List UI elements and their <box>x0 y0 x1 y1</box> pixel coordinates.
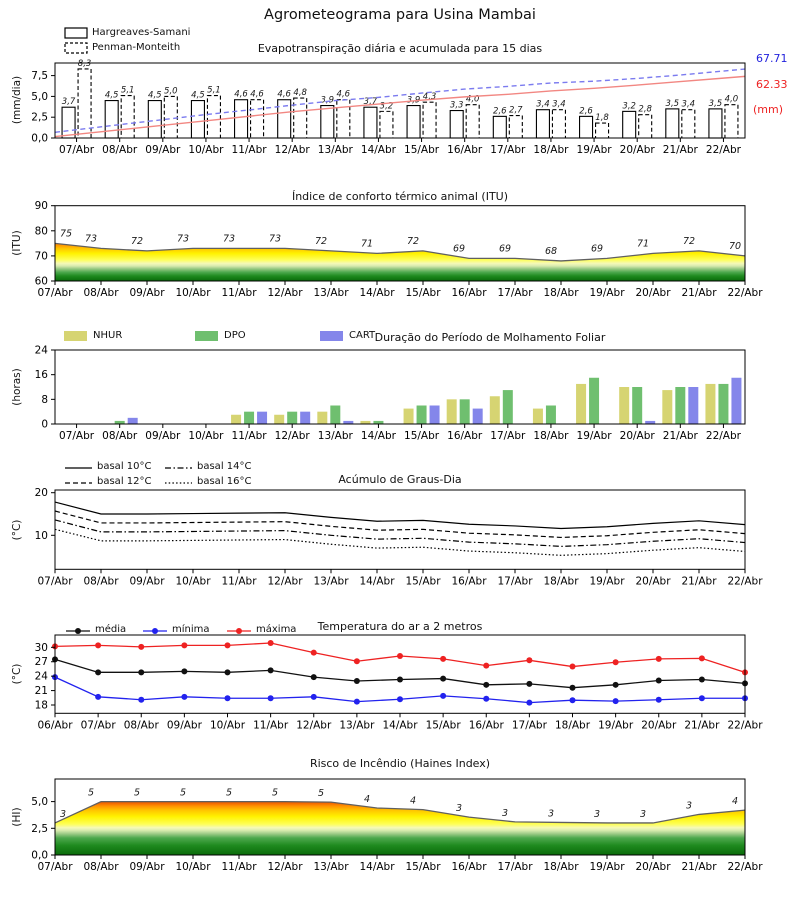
svg-text:10/Abr: 10/Abr <box>175 287 211 299</box>
svg-text:10/Abr: 10/Abr <box>188 430 224 442</box>
svg-text:22/Abr: 22/Abr <box>727 575 763 588</box>
svg-text:4,6: 4,6 <box>234 89 248 100</box>
svg-text:3,9: 3,9 <box>406 95 421 106</box>
svg-text:11/Abr: 11/Abr <box>231 144 267 156</box>
svg-text:21/Abr: 21/Abr <box>681 861 717 873</box>
svg-text:5,0: 5,0 <box>164 86 178 97</box>
svg-text:3,7: 3,7 <box>61 97 76 108</box>
svg-text:10/Abr: 10/Abr <box>175 861 211 873</box>
legend-label-dpo: DPO <box>224 330 246 341</box>
svg-text:17/Abr: 17/Abr <box>497 575 533 588</box>
svg-text:3,4: 3,4 <box>552 99 566 110</box>
svg-text:3,5: 3,5 <box>665 98 680 109</box>
svg-text:07/Abr: 07/Abr <box>80 719 116 732</box>
svg-text:5: 5 <box>133 787 141 799</box>
svg-text:14/Abr: 14/Abr <box>360 144 396 156</box>
molhamento-ylabel: (horas) <box>11 368 23 406</box>
svg-text:13/Abr: 13/Abr <box>317 430 353 442</box>
svg-text:3: 3 <box>60 808 67 820</box>
legend-label-media: média <box>95 624 127 635</box>
itu-title: Índice de conforto térmico animal (ITU) <box>291 190 509 203</box>
svg-text:17/Abr: 17/Abr <box>511 719 547 732</box>
svg-text:08/Abr: 08/Abr <box>83 287 119 299</box>
svg-text:09/Abr: 09/Abr <box>129 575 165 588</box>
svg-text:11/Abr: 11/Abr <box>221 575 257 588</box>
molhamento-chart <box>35 331 745 442</box>
svg-text:4,5: 4,5 <box>104 90 119 101</box>
evapo-title: Evapotranspiração diária e acumulada para 15 dias <box>257 42 543 55</box>
legend-label-nhur: NHUR <box>93 330 123 341</box>
svg-text:16/Abr: 16/Abr <box>447 430 483 442</box>
svg-text:3: 3 <box>501 807 509 819</box>
svg-text:4,6: 4,6 <box>277 89 291 100</box>
svg-text:5,1: 5,1 <box>120 85 135 96</box>
svg-text:21/Abr: 21/Abr <box>662 430 698 442</box>
haines-title: Risco de Incêndio (Haines Index) <box>309 757 491 770</box>
svg-text:10/Abr: 10/Abr <box>175 575 211 588</box>
svg-text:10/Abr: 10/Abr <box>188 144 224 156</box>
svg-text:08/Abr: 08/Abr <box>123 719 159 732</box>
itu-ylabel: (ITU) <box>11 230 23 256</box>
svg-text:10: 10 <box>34 529 48 542</box>
svg-text:11/Abr: 11/Abr <box>221 287 257 299</box>
svg-text:18/Abr: 18/Abr <box>543 861 579 873</box>
svg-text:72: 72 <box>406 235 420 247</box>
svg-text:14/Abr: 14/Abr <box>360 430 396 442</box>
svg-text:15/Abr: 15/Abr <box>425 719 461 732</box>
svg-text:21: 21 <box>34 685 48 698</box>
svg-text:17/Abr: 17/Abr <box>490 430 526 442</box>
svg-text:5,0: 5,0 <box>31 796 48 809</box>
svg-text:21/Abr: 21/Abr <box>662 144 698 156</box>
temperatura-ylabel: (°C) <box>11 663 23 685</box>
svg-text:11/Abr: 11/Abr <box>221 861 257 873</box>
svg-text:22/Abr: 22/Abr <box>727 719 763 732</box>
svg-text:16/Abr: 16/Abr <box>451 287 487 299</box>
svg-text:13/Abr: 13/Abr <box>317 144 353 156</box>
svg-text:69: 69 <box>590 243 604 255</box>
legend-label-cart: CART <box>349 330 376 341</box>
svg-text:3: 3 <box>547 808 555 820</box>
accumulated-hargreaves-total: 62.33 <box>756 78 788 91</box>
svg-text:22/Abr: 22/Abr <box>705 144 741 156</box>
svg-text:7,5: 7,5 <box>31 70 48 83</box>
svg-text:19/Abr: 19/Abr <box>576 430 612 442</box>
svg-text:20/Abr: 20/Abr <box>619 144 655 156</box>
svg-text:4,5: 4,5 <box>148 90 162 101</box>
graus-ylabel: (°C) <box>11 519 23 541</box>
svg-text:11/Abr: 11/Abr <box>231 430 267 442</box>
legend-label-basal14: basal 14°C <box>197 461 252 472</box>
svg-text:72: 72 <box>130 235 144 247</box>
svg-text:07/Abr: 07/Abr <box>37 287 73 299</box>
svg-text:20/Abr: 20/Abr <box>635 287 671 299</box>
svg-text:16/Abr: 16/Abr <box>447 144 483 156</box>
svg-text:21/Abr: 21/Abr <box>681 575 717 588</box>
page-title: Agrometeograma para Usina Mambai <box>264 7 536 23</box>
legend-label-basal10: basal 10°C <box>97 461 152 472</box>
svg-text:4,5: 4,5 <box>191 90 205 101</box>
svg-text:15/Abr: 15/Abr <box>405 575 441 588</box>
svg-text:73: 73 <box>176 233 190 245</box>
svg-text:12/Abr: 12/Abr <box>267 287 303 299</box>
svg-text:18/Abr: 18/Abr <box>533 144 569 156</box>
svg-text:12/Abr: 12/Abr <box>267 861 303 873</box>
svg-text:8: 8 <box>41 393 48 406</box>
svg-text:8,3: 8,3 <box>77 58 92 69</box>
svg-text:13/Abr: 13/Abr <box>313 287 349 299</box>
molhamento-title: Duração do Período de Molhamento Foliar <box>374 331 606 344</box>
svg-text:21/Abr: 21/Abr <box>684 719 720 732</box>
svg-text:13/Abr: 13/Abr <box>339 719 375 732</box>
svg-text:15/Abr: 15/Abr <box>404 144 440 156</box>
svg-text:4,0: 4,0 <box>465 94 480 105</box>
svg-text:69: 69 <box>498 243 512 255</box>
svg-text:2,7: 2,7 <box>509 105 523 116</box>
svg-text:12/Abr: 12/Abr <box>296 719 332 732</box>
svg-text:60: 60 <box>34 275 48 288</box>
svg-text:3,7: 3,7 <box>363 97 378 108</box>
svg-text:19/Abr: 19/Abr <box>576 144 612 156</box>
legend-label-maxima: máxima <box>256 624 297 635</box>
evapo-ylabel: (mm/dia) <box>11 75 23 125</box>
svg-text:4,6: 4,6 <box>250 89 264 100</box>
svg-text:16/Abr: 16/Abr <box>451 575 487 588</box>
svg-text:5,0: 5,0 <box>31 90 48 103</box>
svg-text:3: 3 <box>593 808 601 820</box>
svg-text:0,0: 0,0 <box>31 849 48 862</box>
svg-text:09/Abr: 09/Abr <box>129 287 165 299</box>
svg-text:2,6: 2,6 <box>579 106 593 117</box>
svg-text:1,8: 1,8 <box>595 113 609 124</box>
svg-text:14/Abr: 14/Abr <box>382 719 418 732</box>
svg-text:71: 71 <box>636 238 650 250</box>
svg-text:13/Abr: 13/Abr <box>313 575 349 588</box>
svg-text:5: 5 <box>87 787 95 799</box>
svg-text:15/Abr: 15/Abr <box>405 287 441 299</box>
svg-text:3,5: 3,5 <box>708 98 723 109</box>
svg-text:21/Abr: 21/Abr <box>681 287 717 299</box>
svg-text:07/Abr: 07/Abr <box>59 430 95 442</box>
svg-text:0,0: 0,0 <box>31 132 48 145</box>
svg-text:30: 30 <box>34 641 48 654</box>
svg-text:07/Abr: 07/Abr <box>37 861 73 873</box>
haines-ylabel: (HI) <box>11 807 23 827</box>
svg-text:18/Abr: 18/Abr <box>554 719 591 732</box>
svg-text:3,9: 3,9 <box>320 95 335 106</box>
svg-text:4,6: 4,6 <box>336 89 351 100</box>
svg-text:07/Abr: 07/Abr <box>37 575 73 588</box>
svg-text:18: 18 <box>34 699 48 712</box>
svg-text:06/Abr: 06/Abr <box>37 719 73 732</box>
svg-text:90: 90 <box>34 200 48 213</box>
svg-text:12/Abr: 12/Abr <box>274 144 310 156</box>
svg-text:14/Abr: 14/Abr <box>359 861 395 873</box>
svg-text:3: 3 <box>639 808 647 820</box>
svg-text:08/Abr: 08/Abr <box>102 430 138 442</box>
svg-text:16/Abr: 16/Abr <box>468 719 504 732</box>
svg-text:5: 5 <box>317 788 325 800</box>
svg-text:22/Abr: 22/Abr <box>727 861 763 873</box>
svg-text:24: 24 <box>34 344 48 357</box>
svg-text:12/Abr: 12/Abr <box>274 430 310 442</box>
svg-text:5,1: 5,1 <box>207 85 221 96</box>
svg-text:15/Abr: 15/Abr <box>405 861 441 873</box>
svg-text:16/Abr: 16/Abr <box>451 861 487 873</box>
svg-text:19/Abr: 19/Abr <box>589 861 625 873</box>
svg-text:73: 73 <box>84 233 98 245</box>
svg-text:16: 16 <box>34 369 48 382</box>
svg-text:68: 68 <box>544 245 558 257</box>
legend-label-basal12: basal 12°C <box>97 476 152 487</box>
svg-text:18/Abr: 18/Abr <box>543 287 579 299</box>
svg-text:07/Abr: 07/Abr <box>59 144 95 156</box>
svg-text:4,0: 4,0 <box>724 94 739 105</box>
svg-text:4: 4 <box>731 796 739 808</box>
legend-label-hargreaves: Hargreaves-Samani <box>92 27 191 38</box>
svg-text:08/Abr: 08/Abr <box>83 575 119 588</box>
svg-text:09/Abr: 09/Abr <box>129 861 165 873</box>
svg-text:22/Abr: 22/Abr <box>705 430 741 442</box>
svg-text:4,8: 4,8 <box>293 88 307 99</box>
svg-text:3,3: 3,3 <box>449 100 464 111</box>
svg-text:19/Abr: 19/Abr <box>589 287 625 299</box>
svg-text:3: 3 <box>685 800 693 812</box>
svg-text:5: 5 <box>225 787 233 799</box>
svg-text:2,6: 2,6 <box>493 106 507 117</box>
svg-text:70: 70 <box>728 240 742 252</box>
itu-chart <box>35 200 764 299</box>
graus-title: Acúmulo de Graus-Dia <box>338 473 462 486</box>
svg-text:10/Abr: 10/Abr <box>209 719 246 732</box>
svg-text:22/Abr: 22/Abr <box>727 287 763 299</box>
svg-text:11/Abr: 11/Abr <box>253 719 289 732</box>
svg-text:14/Abr: 14/Abr <box>359 575 395 588</box>
svg-text:24: 24 <box>34 670 48 683</box>
svg-text:20/Abr: 20/Abr <box>635 861 671 873</box>
svg-text:19/Abr: 19/Abr <box>598 719 634 732</box>
legend-label-minima: mínima <box>172 624 210 635</box>
svg-text:73: 73 <box>222 233 236 245</box>
svg-text:72: 72 <box>682 235 696 247</box>
svg-text:80: 80 <box>34 225 48 238</box>
legend-label-basal16: basal 16°C <box>197 476 252 487</box>
svg-text:3,2: 3,2 <box>379 101 394 112</box>
svg-text:73: 73 <box>268 233 282 245</box>
svg-text:08/Abr: 08/Abr <box>83 861 119 873</box>
svg-text:4: 4 <box>409 795 417 807</box>
svg-text:4,3: 4,3 <box>422 92 437 103</box>
svg-text:14/Abr: 14/Abr <box>359 287 395 299</box>
svg-text:72: 72 <box>314 235 328 247</box>
svg-text:20/Abr: 20/Abr <box>619 430 655 442</box>
svg-text:71: 71 <box>360 238 374 250</box>
svg-text:09/Abr: 09/Abr <box>145 144 181 156</box>
svg-text:17/Abr: 17/Abr <box>497 861 533 873</box>
svg-text:2,8: 2,8 <box>638 104 652 115</box>
svg-text:17/Abr: 17/Abr <box>497 287 533 299</box>
svg-text:70: 70 <box>34 250 48 263</box>
svg-text:19/Abr: 19/Abr <box>589 575 625 588</box>
svg-text:3,4: 3,4 <box>536 99 550 110</box>
svg-text:13/Abr: 13/Abr <box>313 861 349 873</box>
svg-text:3,4: 3,4 <box>681 99 696 110</box>
svg-text:09/Abr: 09/Abr <box>145 430 181 442</box>
svg-text:09/Abr: 09/Abr <box>166 719 202 732</box>
temperatura-title: Temperatura do ar a 2 metros <box>317 620 483 633</box>
svg-text:12/Abr: 12/Abr <box>267 575 303 588</box>
svg-text:2,5: 2,5 <box>31 822 48 835</box>
svg-text:20/Abr: 20/Abr <box>641 719 677 732</box>
svg-text:69: 69 <box>452 243 466 255</box>
haines-chart <box>31 779 763 873</box>
svg-text:3: 3 <box>455 803 463 815</box>
svg-text:18/Abr: 18/Abr <box>543 575 579 588</box>
svg-text:17/Abr: 17/Abr <box>490 144 526 156</box>
svg-text:5: 5 <box>179 787 187 799</box>
accumulated-unit-label: (mm) <box>753 103 784 116</box>
svg-text:18/Abr: 18/Abr <box>533 430 569 442</box>
svg-text:20: 20 <box>34 487 48 500</box>
svg-text:20/Abr: 20/Abr <box>635 575 671 588</box>
svg-text:2,5: 2,5 <box>31 111 48 124</box>
temperatura-chart <box>35 628 764 731</box>
svg-text:27: 27 <box>34 656 48 669</box>
svg-text:75: 75 <box>60 228 73 240</box>
svg-text:4: 4 <box>363 794 371 806</box>
svg-text:08/Abr: 08/Abr <box>102 144 138 156</box>
accumulated-penman-total: 67.71 <box>756 52 788 65</box>
legend-label-penman: Penman-Monteith <box>92 42 181 53</box>
svg-text:15/Abr: 15/Abr <box>404 430 440 442</box>
svg-text:0: 0 <box>41 418 48 431</box>
svg-text:3,2: 3,2 <box>622 101 636 112</box>
svg-text:5: 5 <box>271 787 279 799</box>
